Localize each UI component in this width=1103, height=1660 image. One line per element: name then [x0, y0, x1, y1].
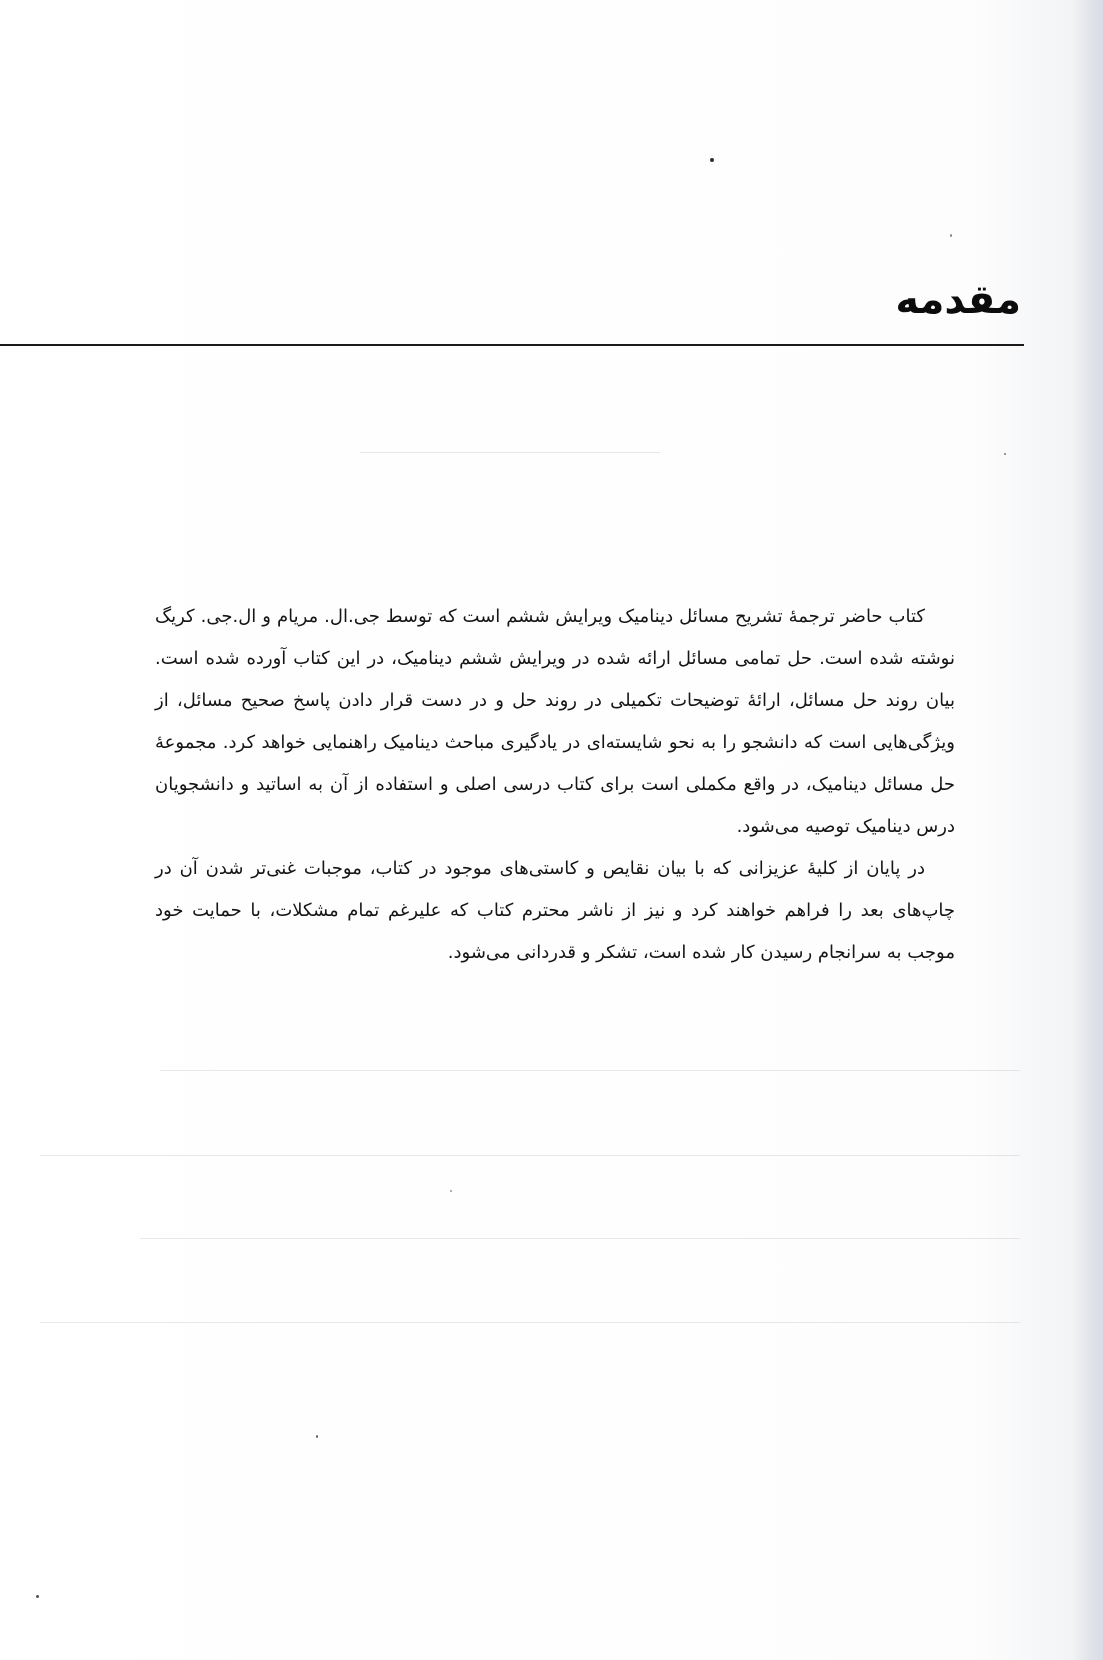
page-edge-shadow [1073, 0, 1103, 1660]
scan-speck [316, 1435, 318, 1438]
bleed-through-line [160, 1070, 1020, 1071]
scan-speck [450, 1190, 452, 1192]
scan-speck [710, 158, 714, 162]
bleed-through-line [360, 452, 660, 453]
scan-speck [1004, 453, 1006, 455]
scan-speck [36, 1595, 39, 1598]
paragraph: در پایان از کلیهٔ عزیزانی که با بیان نقایص و کاستی‌های موجود در کتاب، موجبات غنی‌تر شدن آن در چاپ‌های بعد را فراهم خواهند کرد و نیز از ناشر محترم کتاب که علیرغم تمام مشکلات، با حمایت خود موجب به سرانجام رسیدن کار شده است، تشکر و قدردانی می‌شود. [155, 858, 955, 963]
scan-speck [950, 234, 952, 237]
bleed-through-line [40, 1155, 1020, 1156]
paragraph: کتاب حاضر ترجمهٔ تشریح مسائل دینامیک ویرایش ششم است که توسط جی.ال. مریام و ال.جی. کریگ نوشته شده است. حل تمامی مسائل ارائه شده در ویرایش ششم دینامیک، در این کتاب آورده شده است. بیان روند حل مسائل، ارائهٔ توضیحات تکمیلی در روند حل و در دست قرار دادن پاسخ صحیح مسائل، از ویژگی‌هایی است که دانشجو را به نحو شایسته‌ای در یادگیری مباحث دینامیک راهنمایی خواهد کرد. مجموعهٔ حل مسائل دینامیک، در واقع مکملی است برای کتاب درسی اصلی و استفاده از آن به اساتید و دانشجویان درس دینامیک توصیه می‌شود. [155, 606, 955, 837]
page-title: مقدمه [895, 277, 1021, 323]
bleed-through-line [140, 1238, 1020, 1239]
body-text [155, 596, 955, 974]
bleed-through-line [40, 1322, 1020, 1323]
title-rule [0, 344, 1024, 346]
